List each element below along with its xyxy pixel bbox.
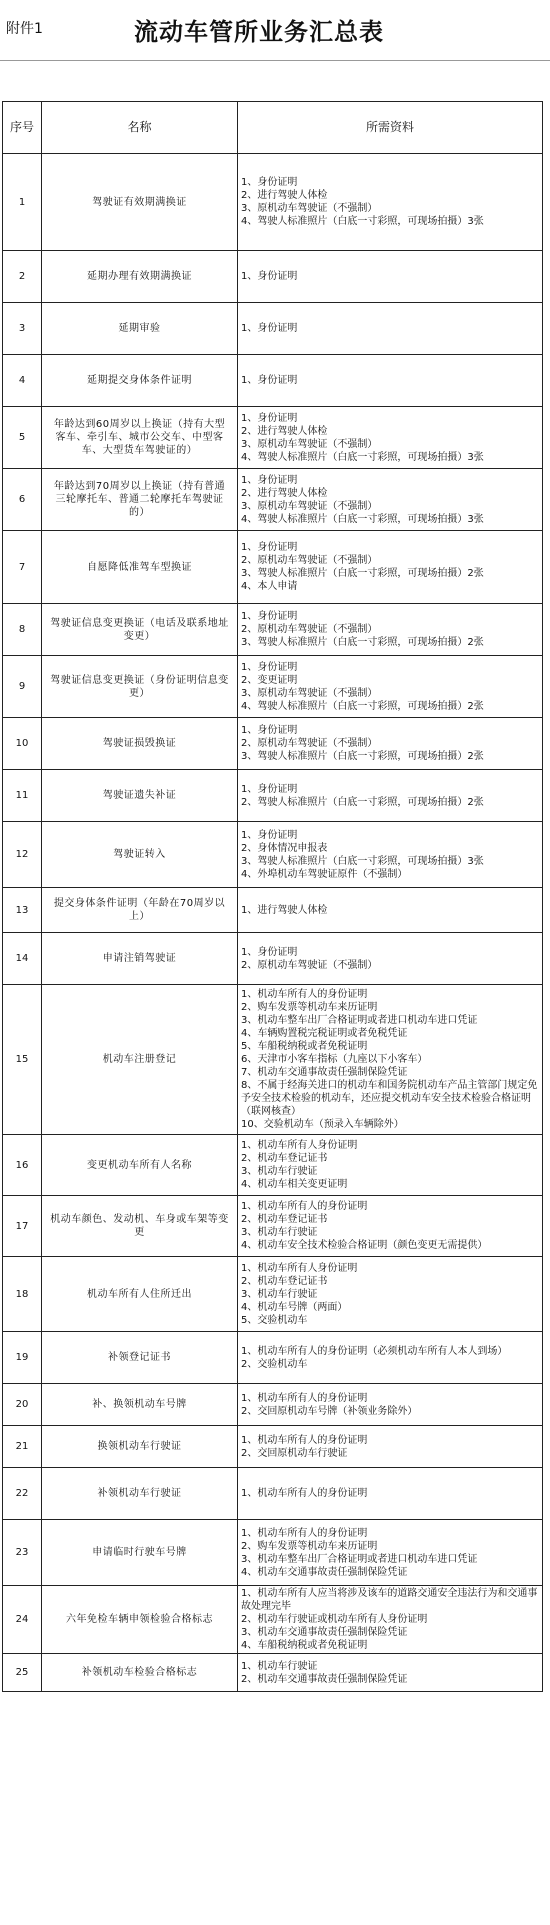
row-name: 驾驶证遗失补证 bbox=[42, 770, 238, 822]
row-index: 2 bbox=[3, 251, 42, 303]
row-materials: 1、机动车所有人身份证明 2、机动车登记证书 3、机动车行驶证 4、机动车相关变更证明 bbox=[238, 1135, 543, 1196]
row-name: 六年免检车辆申领检验合格标志 bbox=[42, 1586, 238, 1654]
row-index: 7 bbox=[3, 531, 42, 604]
table-row bbox=[3, 1520, 543, 1586]
table-row bbox=[3, 770, 543, 822]
row-index: 1 bbox=[3, 154, 42, 251]
table-row bbox=[3, 822, 543, 888]
row-name: 补领机动车行驶证 bbox=[42, 1468, 238, 1520]
row-materials: 1、机动车所有人的身份证明 2、购车发票等机动车来历证明 3、机动车整车出厂合格证明或者进口机动车进口凭证 4、车辆购置税完税证明或者免税凭证 5、车船税纳税或者免税证明 6、天津市小客车指标（九座以下小客车） 7、机动车交通事故责任强制保险凭证 8、不属于经海关进口的机动车和国务院机动车产品主管部门规定免予安全技术检验的机动车，还应提交机动车安全技术检验合格证明（联网核查） 10、交验机动车（预录入车辆除外） bbox=[238, 985, 543, 1135]
row-index: 6 bbox=[3, 469, 42, 531]
table-row bbox=[3, 531, 543, 604]
row-name: 机动车颜色、发动机、车身或车架等变更 bbox=[42, 1196, 238, 1257]
row-name: 延期提交身体条件证明 bbox=[42, 355, 238, 407]
row-materials: 1、机动车所有人的身份证明 bbox=[238, 1468, 543, 1520]
row-materials: 1、身份证明 bbox=[238, 251, 543, 303]
row-index: 25 bbox=[3, 1654, 42, 1692]
table-row bbox=[3, 1257, 543, 1332]
row-materials: 1、机动车所有人身份证明 2、机动车登记证书 3、机动车行驶证 4、机动车号牌（两面） 5、交验机动车 bbox=[238, 1257, 543, 1332]
row-materials: 1、身份证明 2、原机动车驾驶证（不强制） 3、驾驶人标准照片（白底一寸彩照，可现场拍摄）2张 bbox=[238, 604, 543, 656]
row-materials: 1、身份证明 2、身体情况申报表 3、驾驶人标准照片（白底一寸彩照，可现场拍摄）3张 4、外埠机动车驾驶证原件（不强制） bbox=[238, 822, 543, 888]
row-index: 16 bbox=[3, 1135, 42, 1196]
row-materials: 1、机动车所有人的身份证明 2、交回原机动车行驶证 bbox=[238, 1426, 543, 1468]
row-name: 驾驶证信息变更换证（电话及联系地址变更） bbox=[42, 604, 238, 656]
row-name: 变更机动车所有人名称 bbox=[42, 1135, 238, 1196]
row-name: 申请临时行驶车号牌 bbox=[42, 1520, 238, 1586]
row-materials: 1、机动车所有人的身份证明 2、机动车登记证书 3、机动车行驶证 4、机动车安全技术检验合格证明（颜色变更无需提供） bbox=[238, 1196, 543, 1257]
table-row bbox=[3, 355, 543, 407]
table-row bbox=[3, 469, 543, 531]
blank-row bbox=[0, 60, 550, 101]
column-header-index: 序号 bbox=[3, 102, 42, 154]
row-name: 机动车注册登记 bbox=[42, 985, 238, 1135]
row-index: 5 bbox=[3, 407, 42, 469]
row-name: 补领登记证书 bbox=[42, 1332, 238, 1384]
row-materials: 1、机动车所有人的身份证明 2、交回原机动车号牌（补领业务除外） bbox=[238, 1384, 543, 1426]
table-row bbox=[3, 1426, 543, 1468]
table-row bbox=[3, 888, 543, 933]
row-materials: 1、机动车行驶证 2、机动车交通事故责任强制保险凭证 bbox=[238, 1654, 543, 1692]
row-name: 驾驶证损毁换证 bbox=[42, 718, 238, 770]
row-index: 8 bbox=[3, 604, 42, 656]
column-header-materials: 所需资料 bbox=[238, 102, 543, 154]
row-index: 14 bbox=[3, 933, 42, 985]
row-materials: 1、机动车所有人的身份证明 2、购车发票等机动车来历证明 3、机动车整车出厂合格证明或者进口机动车进口凭证 4、机动车交通事故责任强制保险凭证 bbox=[238, 1520, 543, 1586]
table-row bbox=[3, 933, 543, 985]
row-name: 驾驶证转入 bbox=[42, 822, 238, 888]
row-materials: 1、身份证明 bbox=[238, 303, 543, 355]
attachment-label: 附件1 bbox=[6, 21, 43, 37]
row-index: 18 bbox=[3, 1257, 42, 1332]
row-index: 23 bbox=[3, 1520, 42, 1586]
row-name: 换领机动车行驶证 bbox=[42, 1426, 238, 1468]
row-name: 年龄达到70周岁以上换证（持有普通三轮摩托车、普通二轮摩托车驾驶证的） bbox=[42, 469, 238, 531]
row-materials: 1、身份证明 2、原机动车驾驶证（不强制） 3、驾驶人标准照片（白底一寸彩照，可现场拍摄）2张 bbox=[238, 718, 543, 770]
row-materials: 1、身份证明 bbox=[238, 355, 543, 407]
row-name: 自愿降低准驾车型换证 bbox=[42, 531, 238, 604]
row-name: 延期审验 bbox=[42, 303, 238, 355]
row-index: 24 bbox=[3, 1586, 42, 1654]
table-row bbox=[3, 656, 543, 718]
row-index: 15 bbox=[3, 985, 42, 1135]
row-name: 申请注销驾驶证 bbox=[42, 933, 238, 985]
row-name: 驾驶证信息变更换证（身份证明信息变更） bbox=[42, 656, 238, 718]
row-name: 延期办理有效期满换证 bbox=[42, 251, 238, 303]
table-row bbox=[3, 985, 543, 1135]
row-index: 9 bbox=[3, 656, 42, 718]
page-title: 流动车管所业务汇总表 bbox=[134, 18, 384, 46]
row-materials: 1、身份证明 2、进行驾驶人体检 3、原机动车驾驶证（不强制） 4、驾驶人标准照片（白底一寸彩照，可现场拍摄）3张 bbox=[238, 407, 543, 469]
table-row bbox=[3, 1384, 543, 1426]
row-materials: 1、身份证明 2、原机动车驾驶证（不强制） bbox=[238, 933, 543, 985]
table-row bbox=[3, 303, 543, 355]
table-row bbox=[3, 1196, 543, 1257]
row-materials: 1、进行驾驶人体检 bbox=[238, 888, 543, 933]
row-materials: 1、身份证明 2、驾驶人标准照片（白底一寸彩照，可现场拍摄）2张 bbox=[238, 770, 543, 822]
row-materials: 1、身份证明 2、原机动车驾驶证（不强制） 3、驾驶人标准照片（白底一寸彩照，可现场拍摄）2张 4、本人申请 bbox=[238, 531, 543, 604]
row-index: 4 bbox=[3, 355, 42, 407]
row-index: 21 bbox=[3, 1426, 42, 1468]
table-row bbox=[3, 1468, 543, 1520]
row-name: 驾驶证有效期满换证 bbox=[42, 154, 238, 251]
row-index: 11 bbox=[3, 770, 42, 822]
table-row bbox=[3, 604, 543, 656]
table-row bbox=[3, 251, 543, 303]
table-row bbox=[3, 1654, 543, 1692]
row-materials: 1、机动车所有人应当将涉及该车的道路交通安全违法行为和交通事故处理完毕 2、机动车行驶证或机动车所有人身份证明 3、机动车交通事故责任强制保险凭证 4、车船税纳税或者免税证明 bbox=[238, 1586, 543, 1654]
row-index: 19 bbox=[3, 1332, 42, 1384]
row-materials: 1、身份证明 2、进行驾驶人体检 3、原机动车驾驶证（不强制） 4、驾驶人标准照片（白底一寸彩照，可现场拍摄）3张 bbox=[238, 154, 543, 251]
table-row bbox=[3, 154, 543, 251]
table-row bbox=[3, 1332, 543, 1384]
table-row bbox=[3, 407, 543, 469]
row-index: 20 bbox=[3, 1384, 42, 1426]
table-header-row bbox=[3, 102, 543, 154]
row-name: 补、换领机动车号牌 bbox=[42, 1384, 238, 1426]
row-index: 12 bbox=[3, 822, 42, 888]
sheet-header bbox=[0, 0, 550, 60]
row-name: 提交身体条件证明（年龄在70周岁以上） bbox=[42, 888, 238, 933]
row-index: 13 bbox=[3, 888, 42, 933]
table-row bbox=[3, 1586, 543, 1654]
table-row bbox=[3, 718, 543, 770]
row-index: 3 bbox=[3, 303, 42, 355]
row-index: 10 bbox=[3, 718, 42, 770]
business-summary-table bbox=[2, 101, 543, 1692]
row-index: 17 bbox=[3, 1196, 42, 1257]
row-name: 机动车所有人住所迁出 bbox=[42, 1257, 238, 1332]
row-index: 22 bbox=[3, 1468, 42, 1520]
row-materials: 1、身份证明 2、变更证明 3、原机动车驾驶证（不强制） 4、驾驶人标准照片（白底一寸彩照，可现场拍摄）2张 bbox=[238, 656, 543, 718]
row-materials: 1、身份证明 2、进行驾驶人体检 3、原机动车驾驶证（不强制） 4、驾驶人标准照片（白底一寸彩照，可现场拍摄）3张 bbox=[238, 469, 543, 531]
row-materials: 1、机动车所有人的身份证明（必须机动车所有人本人到场） 2、交验机动车 bbox=[238, 1332, 543, 1384]
table-body bbox=[3, 154, 543, 1692]
table-row bbox=[3, 1135, 543, 1196]
row-name: 补领机动车检验合格标志 bbox=[42, 1654, 238, 1692]
column-header-name: 名称 bbox=[42, 102, 238, 154]
row-name: 年龄达到60周岁以上换证（持有大型客车、牵引车、城市公交车、中型客车、大型货车驾驶证的） bbox=[42, 407, 238, 469]
